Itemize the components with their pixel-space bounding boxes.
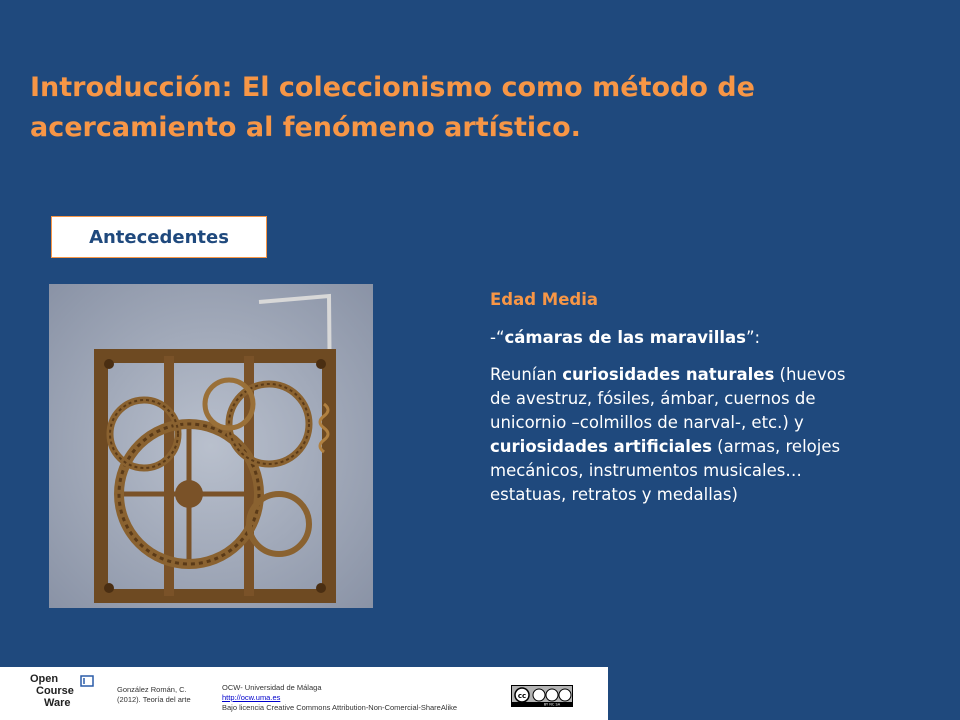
license-line-2: Bajo licencia Creative Commons Attribution-Non-Comercial-ShareAlike [222, 703, 458, 712]
wonder-rooms-subtitle [490, 326, 850, 350]
ocw-link[interactable]: http://ocw.uma.es [222, 693, 281, 702]
license-line-1 [222, 683, 457, 703]
footer-bar [0, 667, 608, 720]
subtitle-suffix: ”: [745, 328, 761, 347]
cc-license-badge [511, 685, 573, 707]
license-text [222, 683, 457, 713]
paragraph-bold-artificial: curiosidades artificiales [490, 437, 712, 456]
subtitle-bold: cámaras de las maravillas [504, 328, 746, 347]
svg-text:cc: cc [517, 692, 527, 700]
slide-title: Introducción: El coleccionismo como método de acercamiento al fenómeno artístico. [30, 72, 755, 143]
content-text-column [490, 288, 850, 507]
paragraph-text-2: (huevos de avestruz, fósiles, ámbar, cuernos de unicornio –colmillos de narval-, etc.) y [490, 365, 846, 432]
section-label: Antecedentes [89, 226, 229, 248]
author-line-2: (2012). Teoría del arte [117, 695, 191, 704]
university-mark-icon [80, 675, 94, 687]
logo-line-3: Ware [44, 697, 71, 709]
paragraph-bold-natural: curiosidades naturales [562, 365, 775, 384]
paragraph-text-3: (armas, relojes mecánicos, instrumentos musicales… estatuas, retratos y medallas) [490, 437, 841, 504]
cc-icon [512, 686, 572, 706]
section-label-box [51, 216, 267, 258]
ocw-logo [30, 673, 74, 709]
author-citation [117, 685, 191, 705]
author-line-1: González Román, C. [117, 685, 187, 694]
logo-line-2: Course [36, 685, 74, 697]
clock-mechanism-photo [49, 284, 373, 608]
logo-line-1: Open [30, 673, 59, 685]
cc-badge-text: BY NC SA [543, 702, 561, 706]
subtitle-prefix: -“ [490, 328, 505, 347]
era-heading: Edad Media [490, 290, 598, 309]
license-prefix: OCW- Universidad de Málaga [222, 683, 322, 692]
description-paragraph [490, 363, 850, 507]
paragraph-text-1: Reunían [490, 365, 563, 384]
